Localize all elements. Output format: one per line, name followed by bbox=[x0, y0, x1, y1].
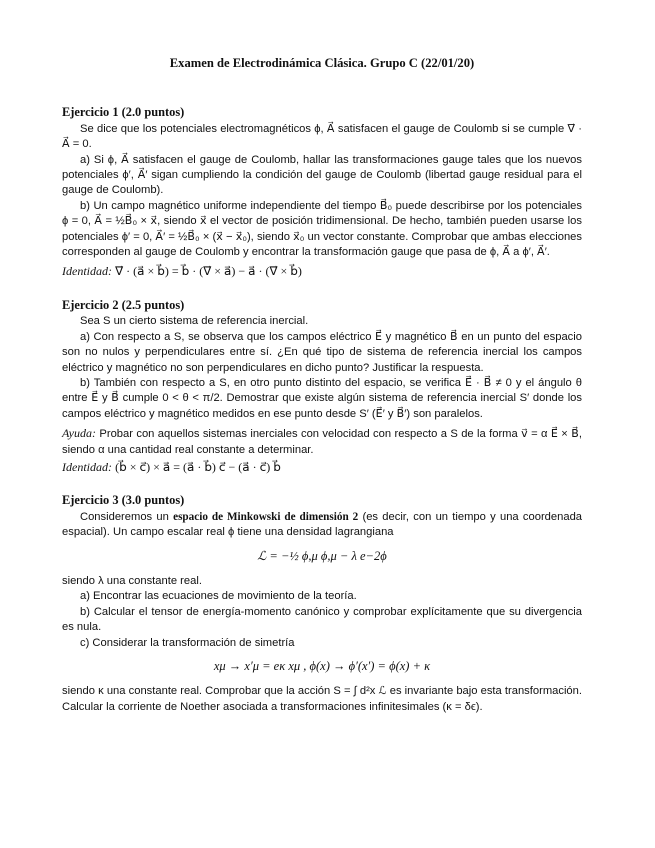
exercise-3-part-c: c) Considerar la transformación de simetría bbox=[80, 636, 295, 649]
exercise-1-identity bbox=[62, 264, 582, 280]
intro-post: (es decir, con un tiempo y una coordenada espacial). Un campo escalar real ϕ tiene una densidad lagrangiana bbox=[62, 510, 583, 539]
exercise-3-intro bbox=[62, 510, 582, 541]
exercise-3-closing: siendo κ una constante real. Comprobar que la acción S = ∫ d²x ℒ es invariante bajo esta transformación. Calcular la corriente de Noether asociada a transformaciones infinitesimales (κ = δϵ). bbox=[62, 685, 582, 713]
intro-bold: espacio de Minkowski de dimensión 2 bbox=[173, 510, 359, 523]
identity-label: Identidad: bbox=[62, 264, 112, 279]
exercise-3-title: Ejercicio 3 (3.0 puntos) bbox=[62, 493, 185, 508]
exercise-3-part-a: a) Encontrar las ecuaciones de movimiento de la teoría. bbox=[80, 590, 357, 603]
exercise-1-title: Ejercicio 1 (2.0 puntos) bbox=[62, 105, 185, 120]
exam-title: Examen de Electrodinámica Clásica. Grupo C (22/01/20) bbox=[169, 56, 475, 70]
lagrangian-equation: ℒ = −½ ϕ,μ ϕ,μ − λ e−2ϕ bbox=[257, 548, 387, 563]
exercise-2-help bbox=[62, 426, 582, 458]
exercise-3-after-lagrangian: siendo λ una constante real. bbox=[62, 574, 202, 587]
exercise-2-title: Ejercicio 2 (2.5 puntos) bbox=[62, 297, 185, 312]
exercise-2-intro: Sea S un cierto sistema de referencia inercial. bbox=[80, 315, 309, 328]
identity-formula: ∇⃗ · (a⃗ × b⃗) = b⃗ · (∇⃗ × a⃗) − a⃗ · (∇⃗ × b⃗) bbox=[115, 264, 302, 279]
exercise-2-part-a: a) Con respecto a S, se observa que los campos eléctrico E⃗ y magnético B⃗ en un punto del espacio son no nulos y perpendiculares entre sí. ¿En qué tipo de sistema de referencia inercial los campos eléctrico y magnético no son perpendiculares en dicho punto? Justificar la respuesta. bbox=[62, 330, 582, 374]
exam-page bbox=[62, 56, 582, 732]
exercise-2-part-b: b) También con respecto a S, en otro punto distinto del espacio, se verifica E⃗ · B⃗ ≠ 0 y el ángulo θ entre E⃗ y B⃗ cumple 0 < θ < π/2. Demostrar que existe algún sistema de referencia inercial S′ donde los campos eléctrico y magnético medidos en ese punto desde S′ (E⃗′ y B⃗′) son paralelos. bbox=[62, 376, 582, 420]
exercise-3 bbox=[62, 493, 582, 715]
intro-pre: Consideremos un bbox=[80, 510, 169, 523]
exercise-1-part-a: a) Si ϕ, A⃗ satisfacen el gauge de Coulomb, hallar las transformaciones gauge tales que los nuevos potenciales ϕ′, A⃗′ sigan cumpliendo la condición del gauge de Coulomb (libertad gauge residual para el gauge de Coulomb). bbox=[62, 153, 582, 197]
symmetry-transformation: xμ → x′μ = eκ xμ , ϕ(x) → ϕ′(x′) = ϕ(x) + κ bbox=[213, 659, 431, 673]
identity-label: Identidad: bbox=[62, 459, 112, 474]
exercise-1-intro: Se dice que los potenciales electromagnéticos ϕ, A⃗ satisfacen el gauge de Coulomb si se cumple ∇⃗ · A⃗ = 0. bbox=[62, 122, 582, 151]
exercise-3-part-b: b) Calcular el tensor de energía-momento canónico y comprobar explícitamente que su divergencia es nula. bbox=[62, 605, 582, 634]
identity-formula: (b⃗ × c⃗) × a⃗ = (a⃗ · b⃗) c⃗ − (a⃗ · c⃗) b⃗ bbox=[115, 459, 281, 474]
help-text: Probar con aquellos sistemas inerciales con velocidad con respecto a S de la forma v⃗ = α E⃗ × B⃗, siendo α una cantidad real constante a determinar. bbox=[62, 428, 583, 456]
help-label: Ayuda: bbox=[62, 426, 96, 441]
exercise-1-part-b: b) Un campo magnético uniforme independiente del tiempo B⃗₀ puede describirse por los potenciales ϕ = 0, A⃗ = ½B⃗₀ × x⃗, siendo x⃗ el vector de posición tridimensional. De hecho, también pueden usarse los potenciales ϕ′ = 0, A⃗′ = ½B⃗₀ × (x⃗ − x⃗₀), siendo x⃗₀ un vector constante. Comprobar que ambas elecciones corresponden al gauge de Coulomb y encontrar la transformación gauge que pasa de ϕ, A⃗ a ϕ′, A⃗′. bbox=[62, 199, 582, 259]
exercise-2-identity bbox=[62, 460, 582, 476]
exercise-2 bbox=[62, 298, 582, 476]
exercise-1 bbox=[62, 105, 582, 280]
